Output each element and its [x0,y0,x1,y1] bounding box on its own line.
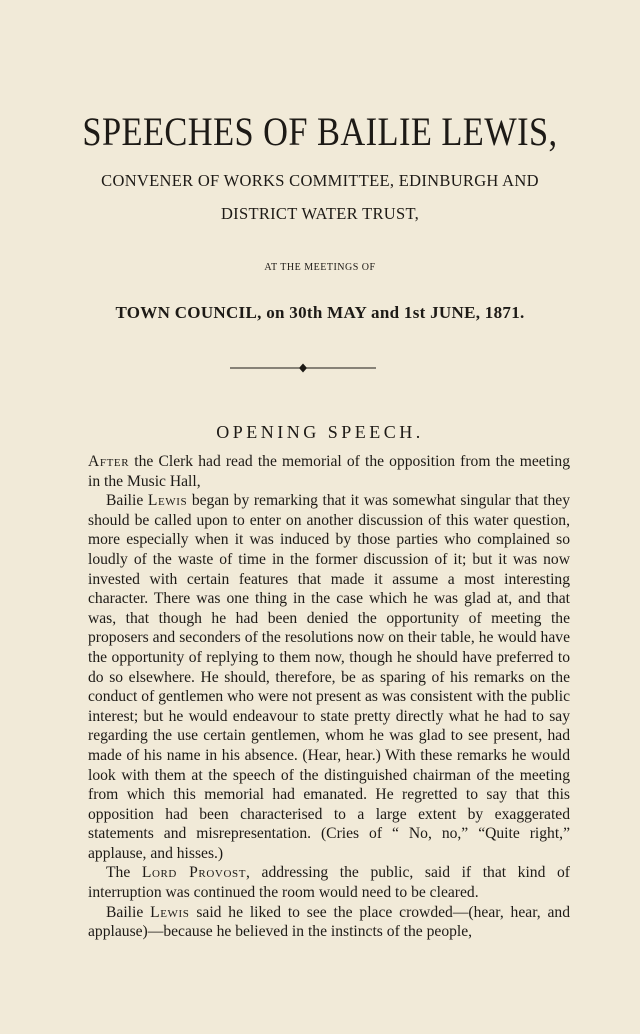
paragraph-1-text: the Clerk had read the memorial of the opposition from the meeting in the Music Hall, [88,453,570,490]
paragraph-4-pre: Bailie [106,903,151,921]
document-title: SPEECHES OF BAILIE LEWIS, [82,109,558,154]
paragraph-3 [88,863,570,902]
paragraph-2 [88,491,570,863]
paragraph-2-pre: Bailie [106,492,148,510]
subtitle-line-1: CONVENER OF WORKS COMMITTEE, EDINBURGH AND [101,171,539,190]
paragraph-4-lead: Lewis [150,903,190,921]
paragraph-2-text: began by remarking that it was somewhat singular that they should be called upon to enter on another discussion of this water question, more especially when it was induced by those parties who complained so loudly of the waste of time in the former discussion of it; but it was now invested with certain features that made it assume a most interesting character. There was one thing in the case which he was glad at, and that was, that though he had been denied the opportunity of meeting the proposers and seconders of the resolutions now on their table, he would have the opportunity of replying to them now, though he should have preferred to do so elsewhere. He should, therefore, be as sparing of his remarks on the conduct of gentlemen who were not present as was consistent with the public interest; but he would endeavour to state pretty directly what he had to say regarding the use certain gentlemen, whom he was glad to see present, had made of his name in his absence. (Hear, hear.) With these remarks he would look with them at the speech of the distinguished chairman of the meeting from which this memorial had emanated. He regretted to say that this opposition had been characterised to a large extent by exaggerated statements and misrepresentation. (Cries of “ No, no,” “Quite right,” applause, and hisses.) [88,492,570,862]
paragraph-3-text: , addressing the public, said if that kind of interruption was continued the room would need to be cleared. [88,864,570,902]
paragraph-1-lead: After [88,453,130,470]
paragraph-3-pre: The [106,864,142,882]
meetings-label: AT THE MEETINGS OF [264,262,376,273]
paragraph-1 [88,452,570,491]
section-heading: OPENING SPEECH. [216,422,424,442]
paragraph-3-lead: Lord Provost [141,864,247,882]
ornamental-rule [230,362,376,374]
paragraph-2-lead: Lewis [147,492,188,510]
subtitle-line-2: DISTRICT WATER TRUST, [220,204,420,223]
paragraph-4 [88,903,570,942]
venue-line: TOWN COUNCIL, on 30th MAY and 1st JUNE, 1871. [115,303,525,322]
body-text [88,452,570,942]
paragraph-4-text: said he liked to see the place crowded—(hear, hear, and applause)—because he believed in the instincts of the people, [88,903,571,941]
